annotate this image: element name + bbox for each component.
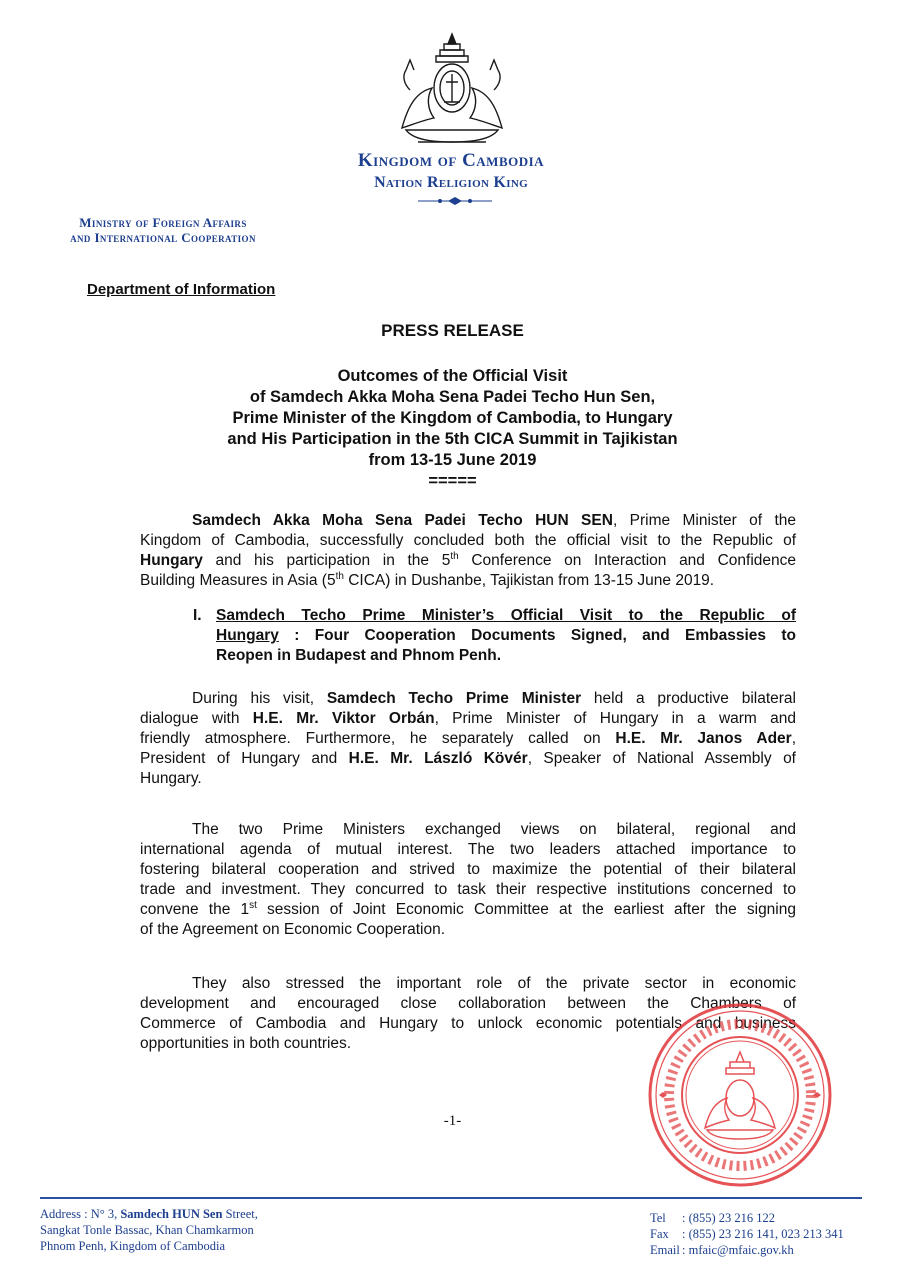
paragraph-intro: Samdech Akka Moha Sena Padei Techo HUN SEN, Prime Minister of the Kingdom of Cambodia, successfully concluded both the official visit to the Republic of Hungary and his participation in the 5th Conference on Interaction and Confidence Building Measures in Asia (5th CICA) in Dushanbe, Tajikistan from 13-15 June 2019. [140, 512, 797, 589]
ornament-divider-icon [418, 196, 492, 206]
motto: Nation Religion King [374, 174, 528, 191]
paragraph-visit: During his visit, Samdech Techo Prime Minister held a productive bilateral dialogue with H.E. Mr. Viktor Orbán, Prime Minister of Hungary in a warm and friendly atmosphere. Furthermore, he separately called on H.E. Mr. Janos Ader, President of Hungary and H.E. Mr. László Kövér, Speaker of National Assembly of Hungary. [140, 690, 797, 787]
document-title [150, 366, 755, 492]
tel-row: Tel : (855) 23 216 122 [650, 1211, 776, 1225]
ministry-seal-icon [645, 1000, 835, 1190]
kingdom-title: Kingdom of Cambodia [357, 150, 545, 171]
title-line: Prime Minister of the Kingdom of Cambodia, to Hungary [232, 409, 673, 427]
department-heading: Department of Information [87, 281, 276, 298]
paragraph-views: The two Prime Ministers exchanged views on bilateral, regional and international agenda of mutual interest. The two leaders attached importance to fostering bilateral cooperation and strived to maximize the potential of their bilateral trade and investment. They concurred to task their respective institutions concerned to convene the 1st session of Joint Economic Committee at the earliest after the signing of the Agreement on Economic Cooperation. [140, 821, 796, 938]
section-number: I. [193, 607, 202, 624]
title-line: from 13-15 June 2019 [368, 451, 537, 469]
press-release-heading: PRESS RELEASE [381, 321, 524, 340]
ministry-name [38, 215, 288, 245]
footer-contact [650, 1210, 844, 1258]
title-line: Outcomes of the Official Visit [337, 367, 568, 385]
email-row: Email : mfaic@mfaic.gov.kh [650, 1243, 794, 1257]
title-line: and His Participation in the 5th CICA Summit in Tajikistan [227, 430, 678, 448]
footer-rule [40, 1197, 862, 1199]
title-separator: ===== [428, 472, 477, 490]
ministry-line-1: Ministry of Foreign Affairs [79, 215, 247, 230]
page-number: -1- [443, 1113, 462, 1129]
paragraph-private-sector: They also stressed the important role of the private sector in economic development and encouraged close collaboration between the Chambers of Commerce of Cambodia and Hungary to unlock economic potentials and business opportunities in both countries. [140, 975, 796, 1052]
fax-row: Fax : (855) 23 216 141, 023 213 341 [650, 1227, 844, 1241]
title-line: of Samdech Akka Moha Sena Padei Techo Hun Sen, [249, 388, 656, 406]
royal-coat-of-arms-icon [388, 30, 516, 150]
footer-address: Address : N° 3, Samdech HUN Sen Street, Sangkat Tonle Bassac, Khan Chamkarmon Phnom Penh, Kingdom of Cambodia [40, 1207, 258, 1253]
ministry-line-2: and International Cooperation [70, 230, 256, 245]
